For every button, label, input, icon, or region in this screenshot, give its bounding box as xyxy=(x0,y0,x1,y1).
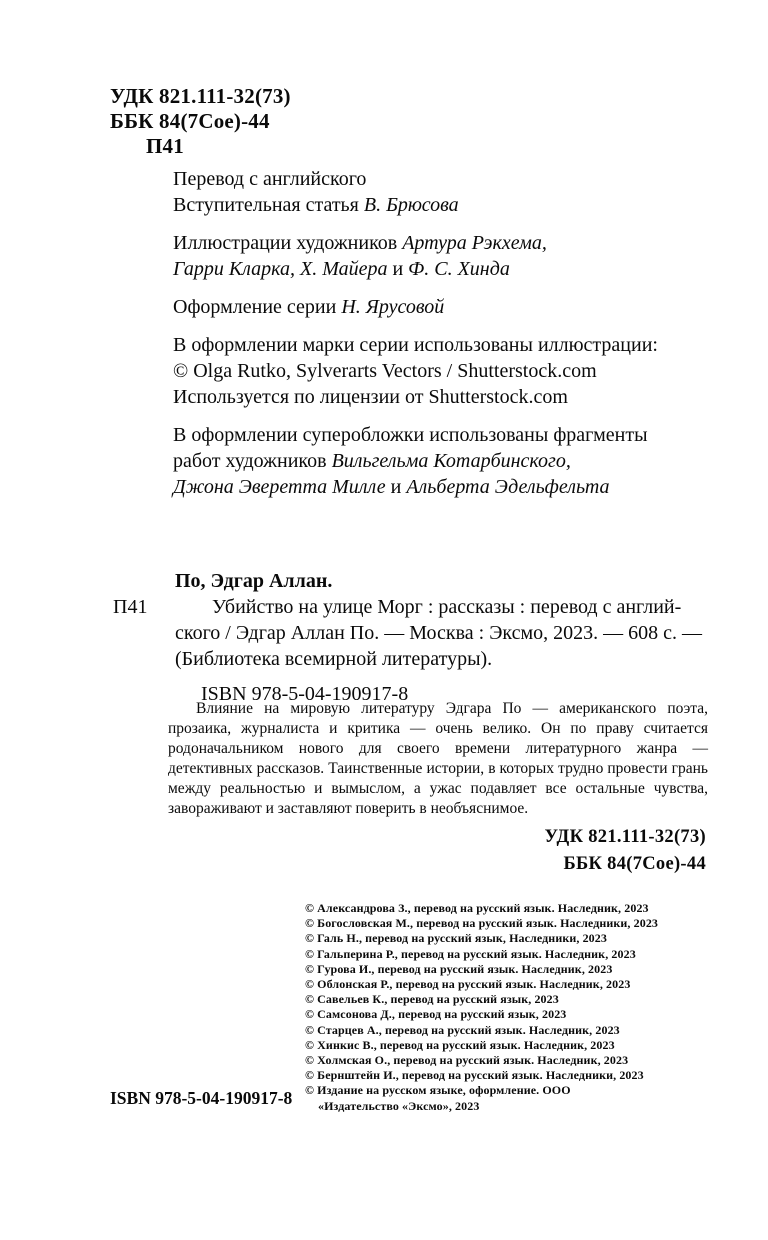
jacket-credit xyxy=(173,422,658,500)
imprint-line xyxy=(173,194,459,216)
copyright-line: © Гурова И., перевод на русский язык. Наследник, 2023 xyxy=(305,961,613,976)
isbn-bottom-line: ISBN 978-5-04-190917-8 xyxy=(110,1088,293,1108)
udc-line: УДК 821.111-32(73) xyxy=(110,84,291,108)
credit-name-italic: Альберта Эдельфельта xyxy=(406,476,610,498)
author-sign-code: П41 xyxy=(146,134,184,158)
description-line: (Библиотека всемирной литературы). xyxy=(175,648,493,670)
copyright-line: © Бернштейн И., перевод на русский язык. Наследники, 2023 xyxy=(305,1068,644,1083)
imprint-line xyxy=(173,296,444,318)
copyright-line: © Богословская М., перевод на русский язык. Наследники, 2023 xyxy=(305,916,659,931)
credit-name-italic: Гарри Кларка, Х. Майера xyxy=(173,258,388,280)
copyright-line: © Облонская Р., перевод на русский язык. Наследник, 2023 xyxy=(305,977,631,992)
copyright-line: © Гальперина Р., перевод на русский язык. Наследник, 2023 xyxy=(305,946,636,961)
imprint-line xyxy=(173,476,610,498)
credit-name-italic: Вильгельма Котарбинского, xyxy=(331,450,571,472)
author-heading: По, Эдгар Аллан. xyxy=(175,570,333,592)
credit-name-italic: В. Брюсова xyxy=(363,194,459,216)
imprint-line-text: работ художников xyxy=(173,450,332,472)
copyright-list xyxy=(305,901,658,1114)
imprint-line-text: и xyxy=(387,258,409,280)
catalog-card xyxy=(113,568,723,707)
credit-name-italic: Н. Ярусовой xyxy=(341,296,445,318)
series-mark-credit xyxy=(173,332,658,410)
bibliographic-description xyxy=(113,594,723,672)
annotation-paragraph: Влияние на мировую литературу Эдгара По — американского поэта, прозаика, журналиста и критика — очень велико. Он по праву считается родоначальником нового для своего времени литературного жанра — детективных рассказов. Таинственные истории, в которых трудно провести грань между реальностью и вымыслом, а ужас подавляет все остальные чувства, завораживают и заставляют поверить в необъяснимое. xyxy=(168,700,708,817)
copyright-line: © Галь Н., перевод на русский язык, Наследники, 2023 xyxy=(305,931,607,946)
copyright-line: © Савельев К., перевод на русский язык, 2023 xyxy=(305,992,559,1007)
credit-name-italic: Артура Рэкхема, xyxy=(402,232,547,254)
isbn-card-line: ISBN 978-5-04-190917-8 xyxy=(201,683,409,705)
illustrators-credit xyxy=(173,230,658,282)
imprint-line: © Olga Rutko, Sylverarts Vectors / Shutterstock.com xyxy=(173,360,597,382)
copyright-line: © Старцев А., перевод на русский язык. Наследник, 2023 xyxy=(305,1022,620,1037)
card-author-code: П41 xyxy=(113,596,148,618)
copyright-line: © Самсонова Д., перевод на русский язык, 2023 xyxy=(305,1007,567,1022)
description-line: ского / Эдгар Аллан По. — Москва : Эксмо, 2023. — 608 с. — xyxy=(175,622,703,644)
imprint-line: В оформлении суперобложки использованы фрагменты xyxy=(173,424,648,446)
imprint-line-text: Вступительная статья xyxy=(173,194,364,216)
imprint-line xyxy=(173,232,547,254)
imprint-line: Перевод с английского xyxy=(173,168,367,190)
imprint-line-text: Оформление серии xyxy=(173,296,342,318)
imprint-line-text: Иллюстрации художников xyxy=(173,232,403,254)
imprint-line xyxy=(173,258,510,280)
description-line: Убийство на улице Морг : рассказы : перевод с англий- xyxy=(212,596,682,618)
bbk-line: ББК 84(7Сое)-44 xyxy=(563,854,706,874)
imprint-line: Используется по лицензии от Shutterstock.com xyxy=(173,386,568,408)
credit-name-italic: Ф. С. Хинда xyxy=(408,258,510,280)
imprint-line-text: и xyxy=(385,476,407,498)
bbk-line: ББК 84(7Сое)-44 xyxy=(110,109,270,133)
imprint-line: В оформлении марки серии использованы иллюстрации: xyxy=(173,334,658,356)
series-design-credit xyxy=(173,294,658,320)
udc-line: УДК 821.111-32(73) xyxy=(544,827,706,847)
copyright-line-wrap: «Издательство «Эксмо», 2023 xyxy=(318,1098,480,1113)
translation-credit xyxy=(173,166,658,218)
imprint-credits-block xyxy=(173,166,658,500)
copyright-line: © Издание на русском языке, оформление. ООО xyxy=(305,1083,571,1098)
credit-name-italic: Джона Эверетта Милле xyxy=(173,476,386,498)
classification-head-block xyxy=(110,84,291,159)
copyright-line: © Александрова З., перевод на русский язык. Наследник, 2023 xyxy=(305,901,649,915)
classification-right-block xyxy=(545,824,706,878)
copyright-line: © Хинкис В., перевод на русский язык. Наследник, 2023 xyxy=(305,1037,615,1052)
copyright-line: © Холмская О., перевод на русский язык. Наследник, 2023 xyxy=(305,1053,629,1068)
imprint-line xyxy=(173,450,571,472)
